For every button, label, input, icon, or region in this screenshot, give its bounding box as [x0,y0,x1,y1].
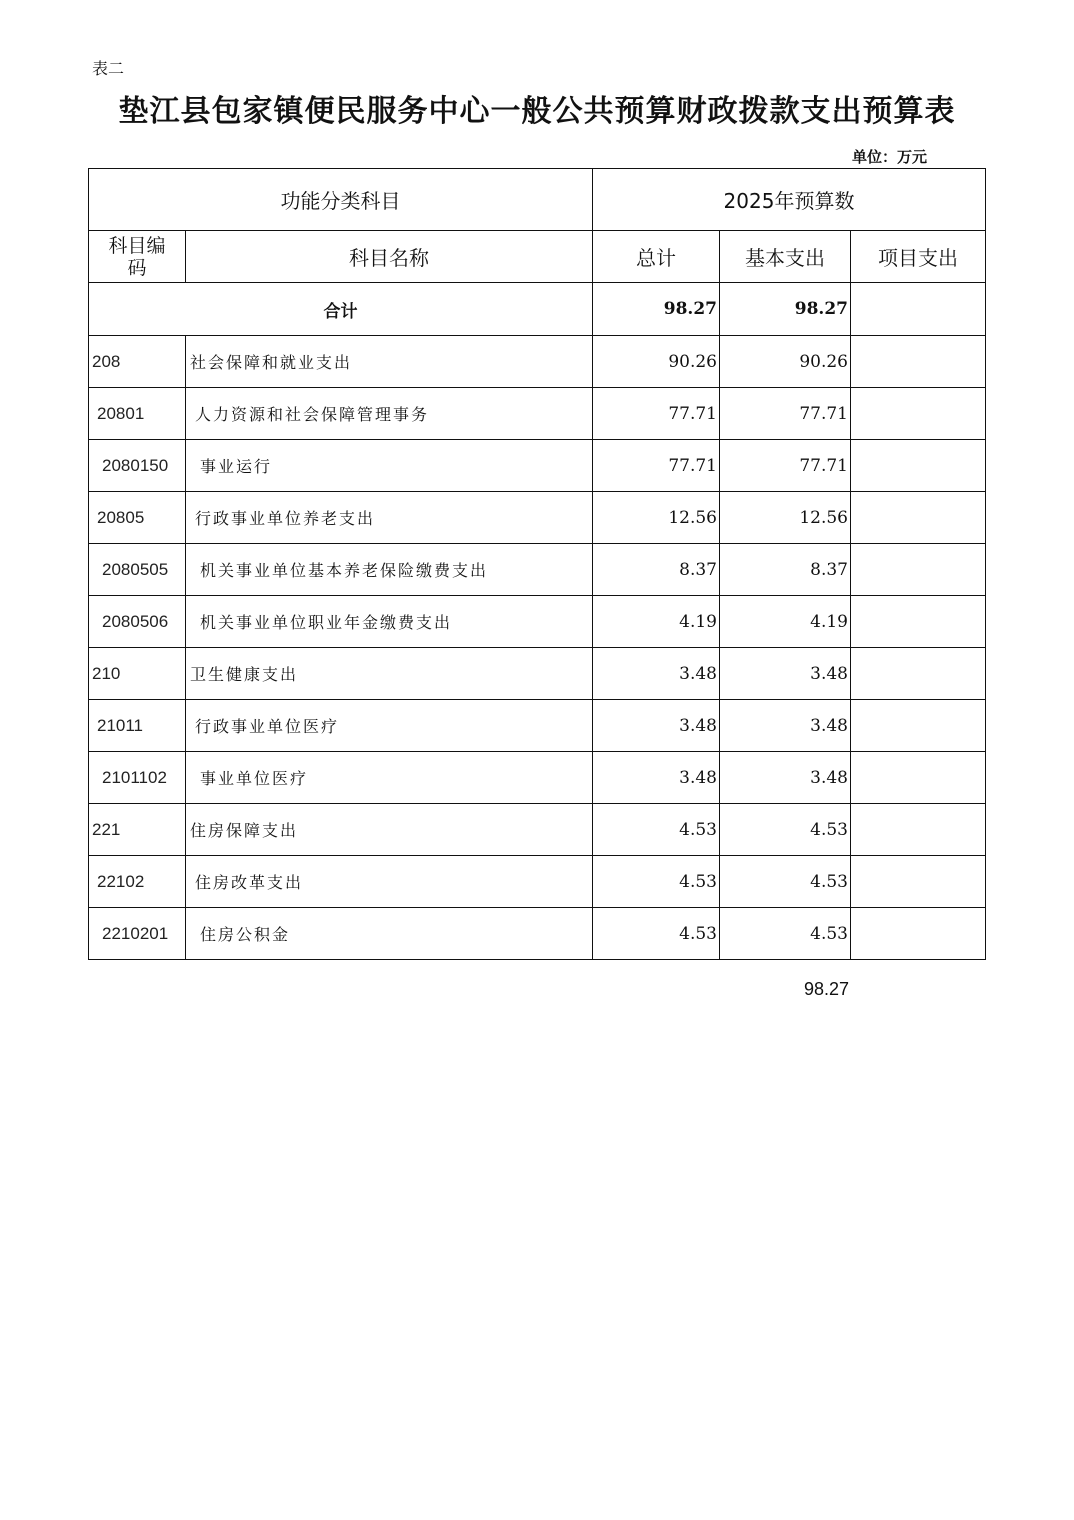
row-name: 行政事业单位养老支出 [186,492,593,544]
row-basic: 3.48 [720,700,851,752]
row-name: 行政事业单位医疗 [186,700,593,752]
header-subject-name: 科目名称 [186,231,593,283]
row-basic: 3.48 [720,752,851,804]
row-name: 住房改革支出 [186,856,593,908]
table-row [89,804,986,856]
row-name: 住房保障支出 [186,804,593,856]
row-project [851,336,986,388]
row-total: 4.19 [593,596,720,648]
row-basic: 77.71 [720,440,851,492]
budget-table [88,168,986,960]
row-name: 事业单位医疗 [186,752,593,804]
header-budget-year: 2025年预算数 [593,169,986,231]
header-total: 总计 [593,231,720,283]
row-code: 21011 [89,700,186,752]
total-value: 98.27 [593,283,720,336]
header-row-top [89,169,986,231]
row-total: 4.53 [593,856,720,908]
row-name: 人力资源和社会保障管理事务 [186,388,593,440]
row-project [851,596,986,648]
row-basic: 4.53 [720,856,851,908]
row-project [851,492,986,544]
row-project [851,648,986,700]
row-project [851,700,986,752]
row-basic: 90.26 [720,336,851,388]
table-row [89,596,986,648]
header-functional-classification: 功能分类科目 [89,169,593,231]
row-project [851,804,986,856]
row-project [851,908,986,960]
row-total: 77.71 [593,440,720,492]
row-project [851,856,986,908]
header-basic-expenditure: 基本支出 [720,231,851,283]
row-code: 210 [89,648,186,700]
row-name: 社会保障和就业支出 [186,336,593,388]
row-total: 4.53 [593,804,720,856]
table-row [89,752,986,804]
row-name: 卫生健康支出 [186,648,593,700]
header-subject-code-text: 科目编码 [108,234,166,279]
row-code: 2080505 [89,544,186,596]
header-project-expenditure: 项目支出 [851,231,986,283]
total-project-value [851,283,986,336]
table-row [89,700,986,752]
row-name: 住房公积金 [186,908,593,960]
row-total: 4.53 [593,908,720,960]
row-total: 3.48 [593,700,720,752]
table-row [89,648,986,700]
row-total: 8.37 [593,544,720,596]
table-row [89,544,986,596]
row-basic: 12.56 [720,492,851,544]
row-name: 事业运行 [186,440,593,492]
row-total: 90.26 [593,336,720,388]
unit-label: 单位：万元 [852,148,928,166]
row-name: 机关事业单位职业年金缴费支出 [186,596,593,648]
row-code: 2080506 [89,596,186,648]
row-total: 3.48 [593,752,720,804]
row-code: 2080150 [89,440,186,492]
total-label: 合计 [89,283,593,336]
row-code: 2210201 [89,908,186,960]
row-project [851,544,986,596]
row-code: 20805 [89,492,186,544]
row-total: 77.71 [593,388,720,440]
table-row [89,492,986,544]
table-number-label: 表二 [92,59,125,78]
row-basic: 4.53 [720,804,851,856]
row-basic: 8.37 [720,544,851,596]
row-project [851,388,986,440]
table-row [89,388,986,440]
row-code: 20801 [89,388,186,440]
row-code: 22102 [89,856,186,908]
row-code: 2101102 [89,752,186,804]
row-total: 12.56 [593,492,720,544]
table-row [89,856,986,908]
page-title: 垫江县包家镇便民服务中心一般公共预算财政拨款支出预算表 [118,94,956,129]
row-project [851,440,986,492]
row-code: 221 [89,804,186,856]
table-row [89,336,986,388]
row-basic: 3.48 [720,648,851,700]
table-row [89,908,986,960]
total-basic-value: 98.27 [720,283,851,336]
row-total: 3.48 [593,648,720,700]
row-name: 机关事业单位基本养老保险缴费支出 [186,544,593,596]
row-basic: 4.53 [720,908,851,960]
total-row [89,283,986,336]
header-subject-code [89,231,186,283]
row-code: 208 [89,336,186,388]
header-row-sub [89,231,986,283]
row-basic: 77.71 [720,388,851,440]
table-row [89,440,986,492]
row-project [851,752,986,804]
row-basic: 4.19 [720,596,851,648]
footer-total: 98.27 [804,979,850,999]
